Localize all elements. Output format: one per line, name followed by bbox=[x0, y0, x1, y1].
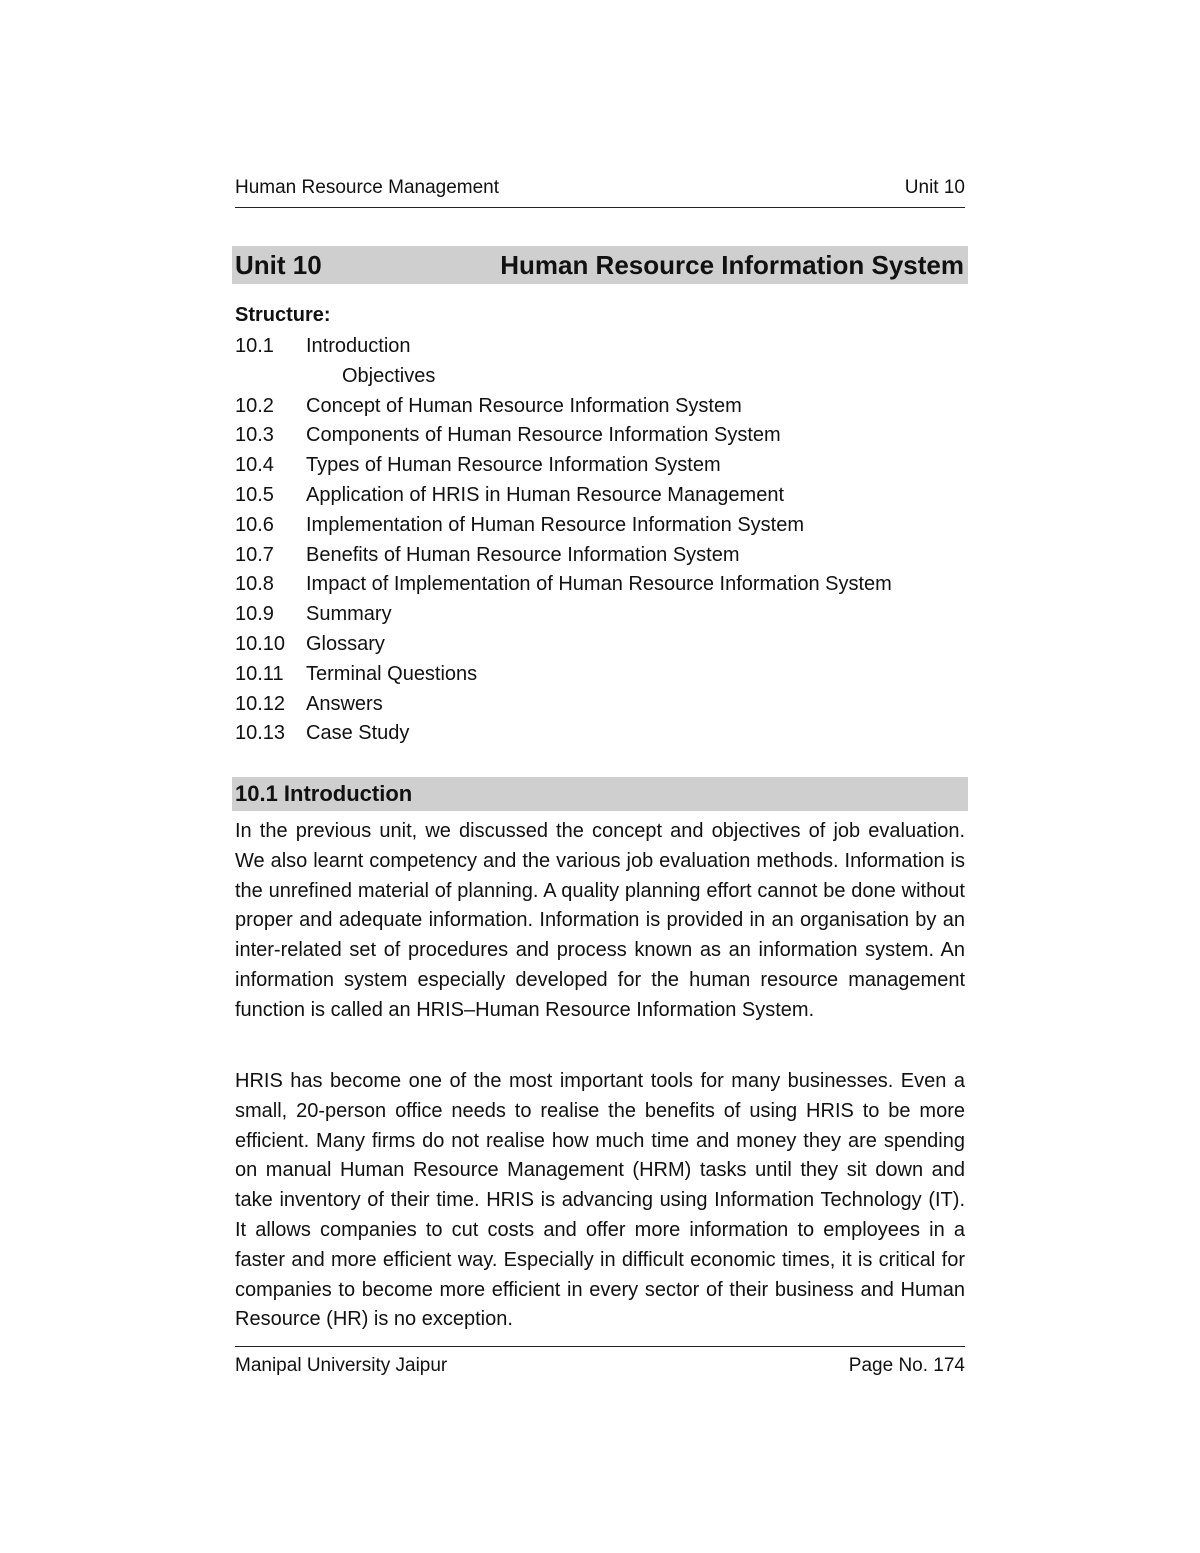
toc-item bbox=[235, 660, 965, 690]
toc-item-title: Glossary bbox=[306, 632, 385, 655]
toc-item-number: 10.3 bbox=[235, 424, 274, 447]
toc-item bbox=[235, 690, 965, 720]
toc-item-title: Answers bbox=[306, 692, 383, 715]
toc-item bbox=[235, 630, 965, 660]
unit-title: Human Resource Information System bbox=[500, 250, 964, 280]
toc-item-title: Components of Human Resource Information System bbox=[306, 424, 781, 447]
header-unit-label: Unit 10 bbox=[904, 177, 965, 198]
header-course-title: Human Resource Management bbox=[235, 177, 500, 198]
toc-item-number: 10.10 bbox=[235, 632, 286, 655]
footer-institution: Manipal University Jaipur bbox=[235, 1355, 448, 1376]
toc-item-number: 10.11 bbox=[235, 662, 284, 685]
toc-item bbox=[235, 392, 965, 422]
toc-subitem bbox=[235, 362, 965, 392]
toc-item bbox=[235, 570, 965, 600]
footer-page-number: Page No. 174 bbox=[848, 1355, 965, 1376]
toc-item bbox=[235, 481, 965, 511]
unit-title-bar bbox=[232, 246, 968, 284]
unit-number: Unit 10 bbox=[235, 250, 322, 280]
toc-item-title: Concept of Human Resource Information System bbox=[306, 394, 742, 417]
running-header bbox=[235, 177, 965, 208]
toc-item-title: Introduction bbox=[306, 335, 411, 357]
structure-label: Structure: bbox=[235, 304, 331, 326]
toc-item-number: 10.13 bbox=[235, 722, 286, 745]
toc-item bbox=[235, 541, 965, 571]
toc-item-number: 10.12 bbox=[235, 692, 286, 715]
toc-item bbox=[235, 719, 965, 749]
toc-item bbox=[235, 600, 965, 630]
toc-item-number: 10.5 bbox=[235, 483, 274, 506]
toc-item bbox=[235, 511, 965, 541]
toc-item-title: Benefits of Human Resource Information System bbox=[306, 543, 740, 566]
structure-list bbox=[235, 332, 965, 749]
toc-item-title: Implementation of Human Resource Information System bbox=[306, 513, 804, 536]
toc-item-title: Application of HRIS in Human Resource Management bbox=[306, 483, 785, 506]
toc-item-title: Terminal Questions bbox=[306, 662, 478, 685]
toc-item-number: 10.2 bbox=[235, 394, 274, 417]
toc-item bbox=[235, 451, 965, 481]
toc-item-title: Case Study bbox=[306, 722, 410, 745]
toc-item-number: 10.7 bbox=[235, 543, 274, 566]
toc-subitem-title: Objectives bbox=[342, 364, 436, 387]
body-paragraph: In the previous unit, we discussed the concept and objectives of job evaluation. We also learnt competency and the various job evaluation methods. Information is the unrefined material of planning. A quality planning effort cannot be done without proper and adequate information. Information is provided in an organisation by an inter-related set of procedures and process known as an information system. An information system especially developed for the human resource management function is called an HRIS–Human Resource Information System. bbox=[235, 820, 965, 1021]
toc-item-title: Summary bbox=[306, 603, 392, 626]
running-footer bbox=[235, 1346, 965, 1381]
toc-item-number: 10.1 bbox=[235, 335, 274, 357]
toc-item-number: 10.6 bbox=[235, 513, 274, 536]
toc-item-number: 10.9 bbox=[235, 603, 274, 626]
toc-item-title: Types of Human Resource Information System bbox=[306, 454, 721, 477]
section-heading-bar bbox=[232, 777, 968, 811]
section-heading: 10.1 Introduction bbox=[235, 781, 413, 806]
toc-item-number: 10.4 bbox=[235, 454, 274, 477]
toc-item-title: Impact of Implementation of Human Resource Information System bbox=[306, 573, 892, 596]
toc-item-number: 10.8 bbox=[235, 573, 274, 596]
body-paragraph: HRIS has become one of the most important tools for many businesses. Even a small, 20-person office needs to realise the benefits of using HRIS to be more efficient. Many firms do not realise how much time and money they are spending on manual Human Resource Management (HRM) tasks until they sit down and take inventory of their time. HRIS is advancing using Information Technology (IT). It allows companies to cut costs and offer more information to employees in a faster and more efficient way. Especially in difficult economic times, it is critical for companies to become more efficient in every sector of their business and Human Resource (HR) is no exception. bbox=[235, 1070, 965, 1331]
toc-item bbox=[235, 421, 965, 451]
toc-item bbox=[235, 332, 965, 362]
